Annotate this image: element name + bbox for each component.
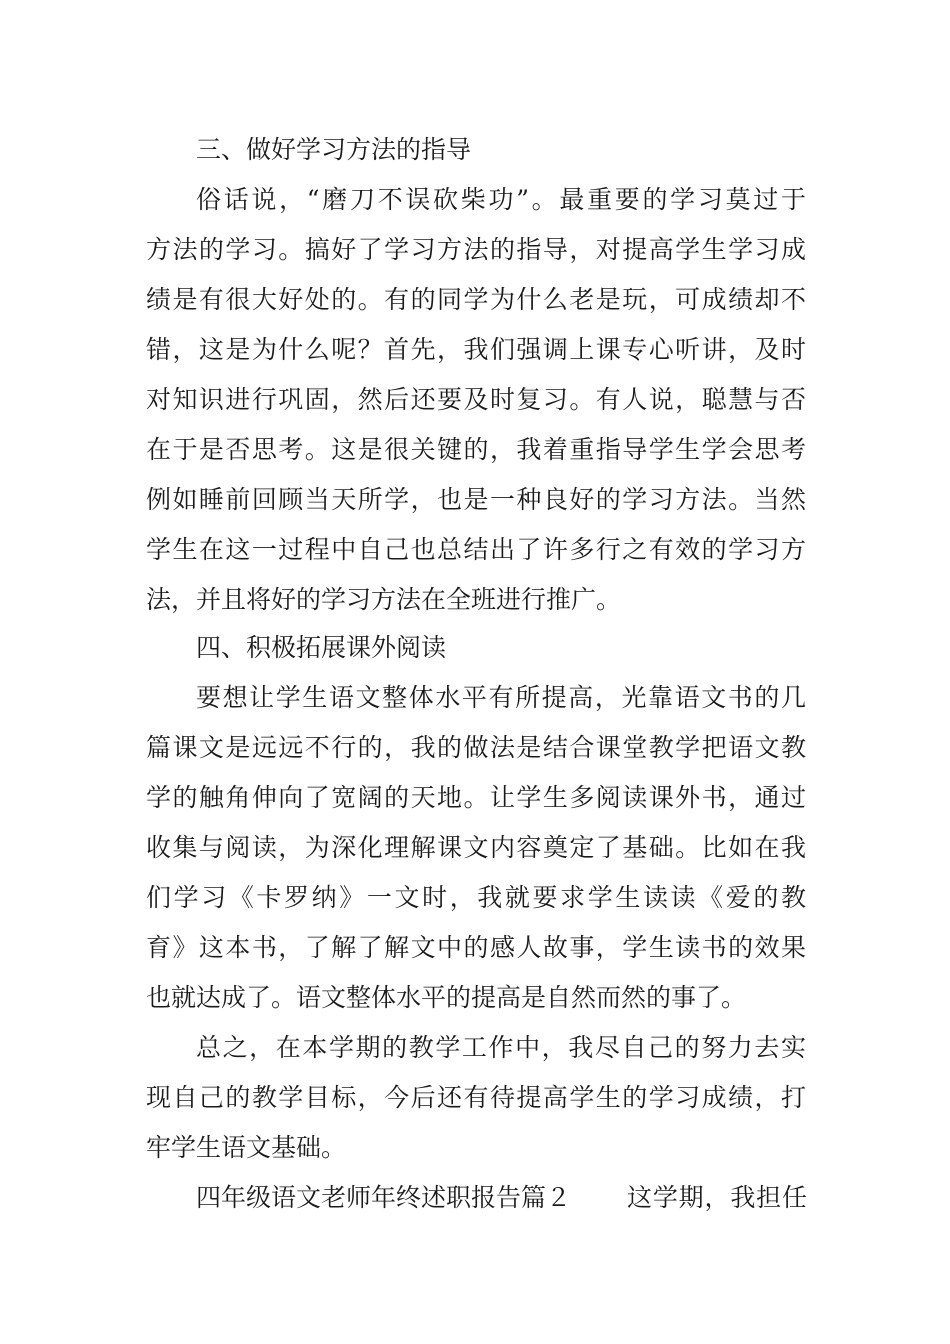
report-title-part2: 四年级语文老师年终述职报告篇２ xyxy=(196,1183,572,1212)
paragraph-line: 也就达成了。语文整体水平的提高是自然而然的事了。 xyxy=(146,983,747,1012)
paragraph-line: 在于是否思考。这是很关键的，我着重指导学生学会思考 xyxy=(146,435,806,464)
paragraph-line: 例如睡前回顾当天所学，也是一种良好的学习方法。当然 xyxy=(146,485,806,514)
paragraph-line: 绩是有很大好处的。有的同学为什么老是玩，可成绩却不 xyxy=(146,285,806,314)
paragraph-line: 们学习《卡罗纳》一文时，我就要求学生读读《爱的教 xyxy=(146,883,806,912)
paragraph-line: 育》这本书，了解了解文中的感人故事，学生读书的效果 xyxy=(146,933,806,962)
paragraph-line: 学的触角伸向了宽阔的天地。让学生多阅读课外书，通过 xyxy=(146,783,806,812)
paragraph-line: 要想让学生语文整体水平有所提高，光靠语文书的几 xyxy=(196,683,806,712)
paragraph-line: 法，并且将好的学习方法在全班进行推广。 xyxy=(146,585,622,614)
paragraph-line: 收集与阅读，为深化理解课文内容奠定了基础。比如在我 xyxy=(146,833,806,862)
paragraph-start: 这学期，我担任 xyxy=(627,1183,807,1212)
paragraph-line: 篇课文是远远不行的，我的做法是结合课堂教学把语文教 xyxy=(146,733,806,762)
paragraph-line: 对知识进行巩固，然后还要及时复习。有人说，聪慧与否 xyxy=(146,385,806,414)
paragraph-line: 现自己的教学目标，今后还有待提高学生的学习成绩，打 xyxy=(146,1083,806,1112)
section-heading-reading: 四、积极拓展课外阅读 xyxy=(196,633,447,662)
paragraph-line: 牢学生语文基础。 xyxy=(146,1133,347,1162)
paragraph-line: 方法的学习。搞好了学习方法的指导，对提高学生学习成 xyxy=(146,235,806,264)
section-heading-method: 三、做好学习方法的指导 xyxy=(196,135,472,164)
paragraph-line: 总之，在本学期的教学工作中，我尽自己的努力去实 xyxy=(196,1033,806,1062)
paragraph-line: 俗话说，“磨刀不误砍柴功”。最重要的学习莫过于 xyxy=(196,185,806,214)
paragraph-line: 学生在这一过程中自己也总结出了许多行之有效的学习方 xyxy=(146,535,806,564)
paragraph-line: 错，这是为什么呢？首先，我们强调上课专心听讲，及时 xyxy=(146,335,806,364)
